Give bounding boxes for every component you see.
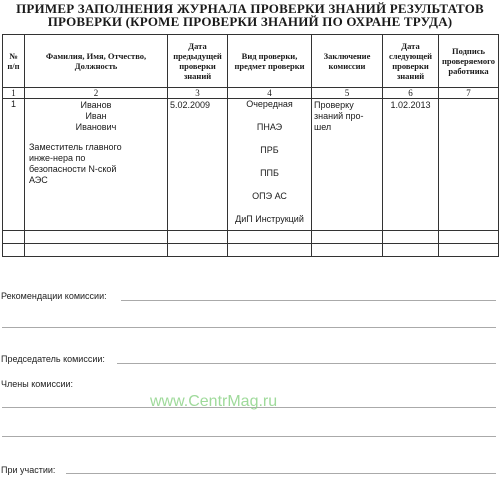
empty-row	[3, 244, 499, 257]
signature-cell[interactable]	[439, 99, 499, 231]
col-number: 1	[3, 88, 25, 99]
row-number: 1	[3, 99, 25, 231]
employee-cell	[25, 99, 168, 231]
header-next-date: Дата следующей проверки знаний	[383, 35, 439, 88]
watermark: www.CentrMag.ru	[150, 393, 278, 410]
document-title-line-1: ПРИМЕР ЗАПОЛНЕНИЯ ЖУРНАЛА ПРОВЕРКИ ЗНАНИЙ РЕЗУЛЬТАТОВ	[16, 1, 484, 16]
check-type-item: ОПЭ АС	[252, 191, 287, 201]
col-number: 6	[383, 88, 439, 99]
chairman-label: Председатель комиссии:	[1, 354, 105, 364]
header-full-name: Фамилия, Имя, Отчество, Должность	[25, 35, 168, 88]
attendance-line[interactable]	[66, 473, 496, 474]
check-type-item: ПНАЭ	[256, 122, 283, 132]
recommendations-line-2[interactable]	[2, 327, 496, 328]
header-number: № п/п	[3, 35, 25, 88]
col-number: 7	[439, 88, 499, 99]
prev-date-cell: 5.02.2009	[168, 99, 228, 231]
table-row	[3, 99, 499, 231]
header-prev-date: Дата предыдущей проверки знаний	[168, 35, 228, 88]
members-line-2[interactable]	[2, 436, 496, 437]
knowledge-check-journal-table	[2, 34, 499, 257]
attendance-label: При участии:	[1, 465, 56, 475]
empty-row	[3, 231, 499, 244]
check-type-item: ППБ	[260, 168, 279, 178]
header-signature: Подпись проверяемого работника	[439, 35, 499, 88]
col-number: 4	[228, 88, 312, 99]
header-check-type: Вид проверки, предмет проверки	[228, 35, 312, 88]
recommendations-label: Рекомендации комиссии:	[1, 291, 107, 301]
employee-surname: Иванов	[80, 100, 112, 110]
col-number: 2	[25, 88, 168, 99]
header-conclusion: Заключение комиссии	[312, 35, 383, 88]
employee-position: Заместитель главного инже-нера по безопасности N-ской АЭС	[29, 142, 122, 185]
check-type-item: ДиП Инструкций	[235, 214, 304, 224]
column-number-row	[3, 88, 499, 99]
check-types-cell	[228, 99, 312, 231]
chairman-line[interactable]	[117, 363, 496, 364]
table-header-row	[3, 35, 499, 88]
employee-name: Иван	[85, 111, 107, 121]
check-type-item: Очередная	[246, 99, 293, 109]
conclusion-cell: Проверку знаний про-шел	[312, 99, 383, 231]
members-label: Члены комиссии:	[1, 379, 74, 389]
check-type-item: ПРБ	[260, 145, 279, 155]
recommendations-line[interactable]	[121, 300, 496, 301]
col-number: 3	[168, 88, 228, 99]
document-title-line-2: ПРОВЕРКИ (КРОМЕ ПРОВЕРКИ ЗНАНИЙ ПО ОХРАНЕ ТРУДА)	[47, 14, 453, 29]
employee-patronymic: Иванович	[75, 122, 117, 132]
next-date-cell: 1.02.2013	[383, 99, 439, 231]
col-number: 5	[312, 88, 383, 99]
